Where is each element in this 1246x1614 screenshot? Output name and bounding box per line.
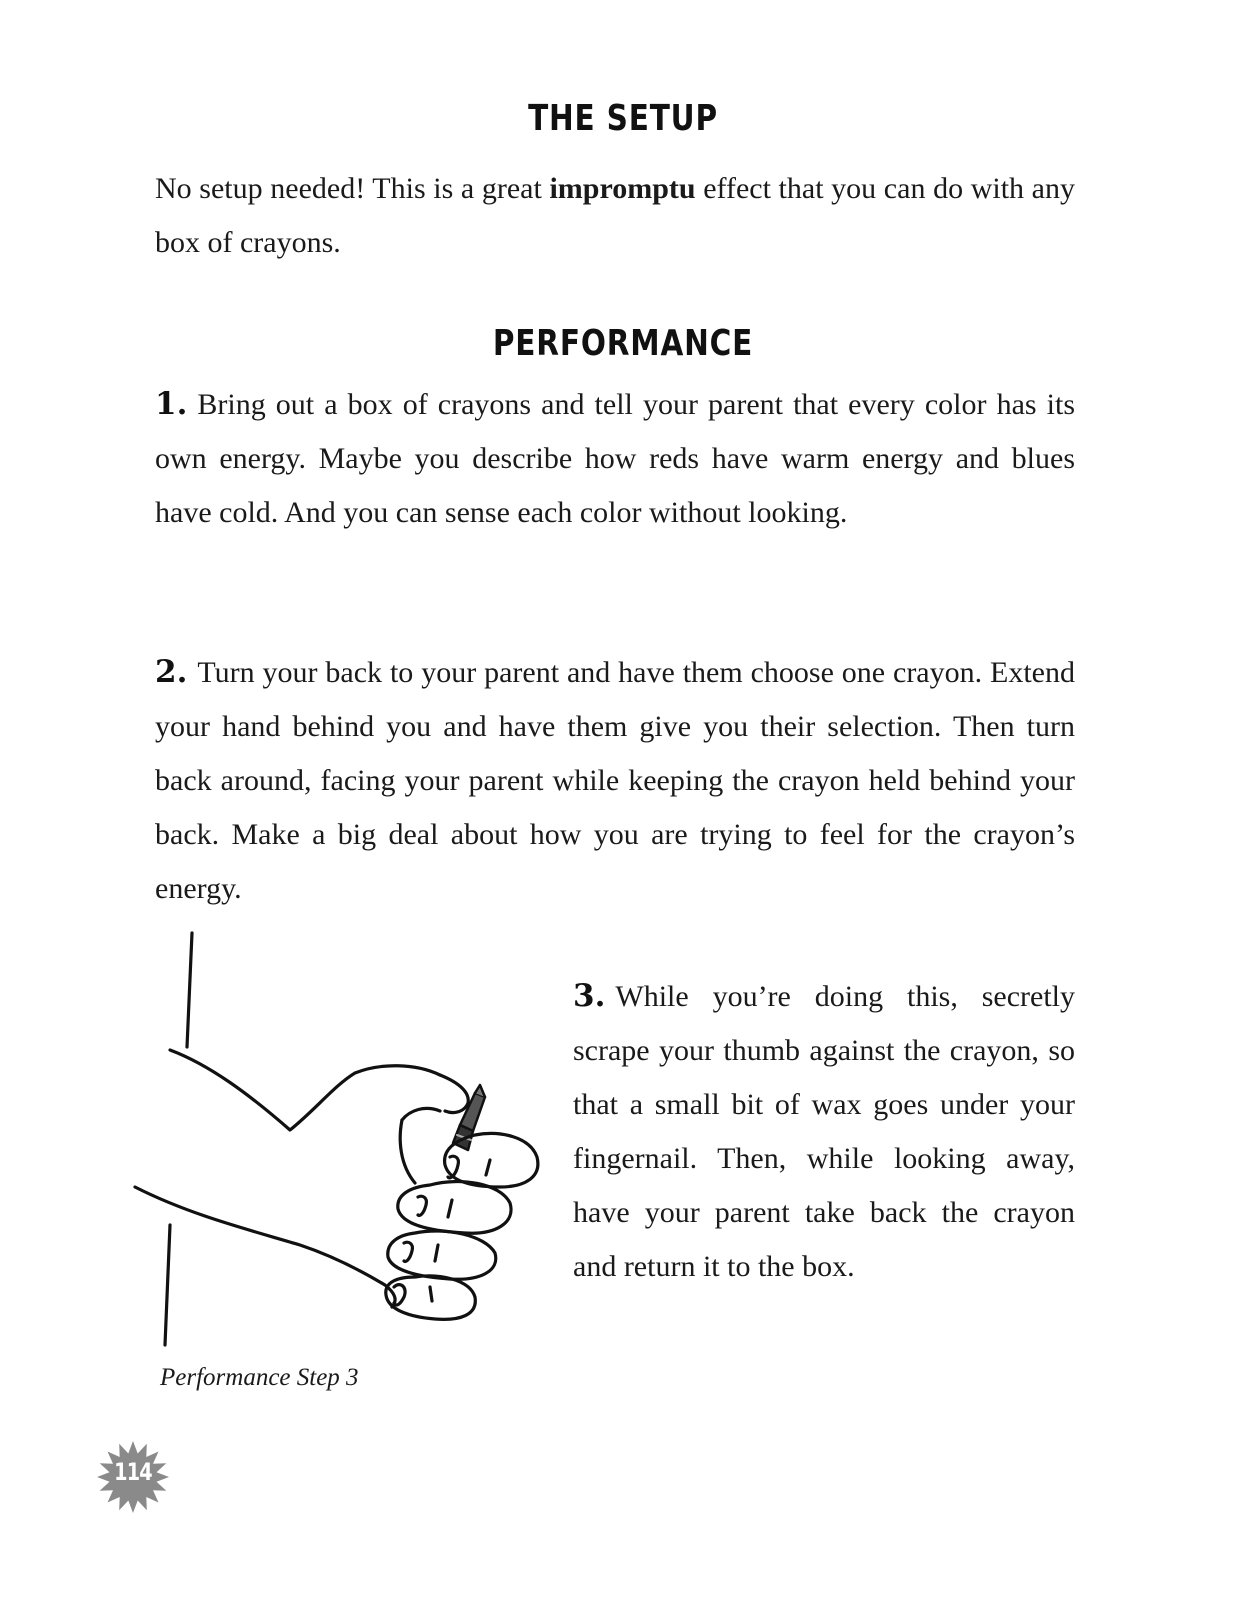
knuckle-crease-3: [435, 1245, 438, 1261]
finger-middle: [398, 1182, 511, 1234]
finger-ring: [388, 1231, 496, 1279]
fingernail-3: [404, 1242, 412, 1261]
setup-text-before: No setup needed! This is a great: [155, 172, 550, 205]
step-2-text: Turn your back to your parent and have them choose one crayon. Extend your hand behind you and have them give you their selection. Then turn back around, facing your parent while keeping the crayon held behind your back. Make a big deal about how you are trying to feel for the crayon’s energy.: [155, 656, 1075, 905]
step-3-number: 3.: [573, 978, 606, 1014]
step-2-number: 2.: [155, 654, 188, 690]
performance-heading: PERFORMANCE: [492, 323, 754, 364]
impromptu-bold-word: impromptu: [549, 172, 696, 205]
page-number: 114: [114, 1458, 152, 1486]
hand-holding-crayon-illustration: [130, 925, 545, 1355]
knuckle-crease-4: [430, 1287, 432, 1301]
knuckle-crease-2: [448, 1200, 452, 1217]
forearm-lower-edge: [135, 1187, 395, 1307]
setup-paragraph: [155, 162, 1075, 270]
back-line-upper: [187, 933, 192, 1047]
step-3-text: While you’re doing this, secretly scrape your thumb against the crayon, so that a small bit of wax goes under your fingernail. Then, while looking away, have your parent take back the crayon and return it to the box.: [573, 980, 1075, 1283]
thumb-tip: [440, 1075, 468, 1113]
step-2-paragraph: [155, 645, 1075, 916]
fingernail-2: [418, 1196, 426, 1215]
step-3-paragraph: [573, 969, 1075, 1294]
figure-caption: Performance Step 3: [160, 1364, 359, 1391]
step-1-paragraph: [155, 377, 1075, 540]
back-line-lower: [165, 1225, 170, 1345]
step-1-number: 1.: [155, 386, 188, 422]
thumb-base: [402, 1108, 440, 1120]
step-1-text: Bring out a box of crayons and tell your parent that every color has its own energy. Maybe you describe how reds have warm energy and blues have cold. And you can sense each color without looking.: [155, 388, 1075, 529]
knuckle-crease-1: [486, 1160, 490, 1175]
palm-edge: [400, 1120, 415, 1183]
forearm-upper-edge: [170, 1050, 440, 1130]
setup-text-after: effect that you can do with any box of crayons.: [155, 172, 1075, 259]
setup-heading: THE SETUP: [528, 98, 718, 139]
